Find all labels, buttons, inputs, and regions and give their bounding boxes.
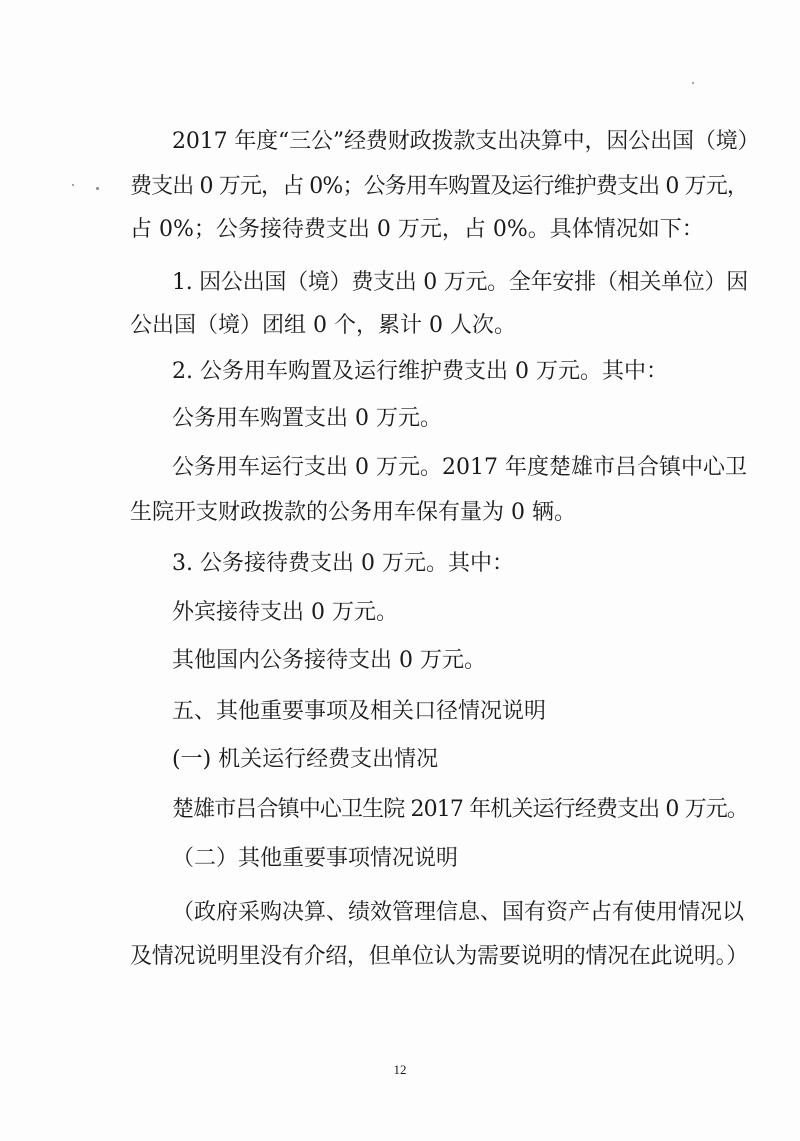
page-number: 12 (393, 1062, 407, 1077)
scan-speck (96, 187, 99, 190)
scan-speck (72, 184, 74, 186)
scan-speck (692, 82, 694, 84)
document-page: 2017 年度“三公”经费财政拨款支出决算中，因公出国（境） 费支出 0 万元，占 0%；公务用车购置及运行维护费支出 0 万元， 占 0%；公务接待费支出 0 万元，占 0%。具体情况如下： 1. 因公出国（境）费支出 0 万元。全年安排（相关单位）因 公出国（境）团组 0 个，累计 0 人次。 2. 公务用车购置及运行维护费支出 0 万元。其中： 公务用车购置支出 0 万元。 公务用车运行支出 0 万元。2017 年度楚雄市吕合镇中心卫 生院开支财政拨款的公务用车保有量为 0 辆。 3. 公务接待费支出 0 万元。其中： 外宾接待支出 0 万元。 其他国内公务接待支出 0 万元。 五、其他重要事项及相关口径情况说明 (一) 机关运行经费支出情况 楚雄市吕合镇中心卫生院 2017 年机关运行经费支出 0 万元。 （二）其他重要事项情况说明 （政府采购决算、绩效管理信息、国有资产占有使用情况以 及情况说明里没有介绍，但单位认为需要说明的情况在此说明。） 12 (0, 0, 800, 1141)
